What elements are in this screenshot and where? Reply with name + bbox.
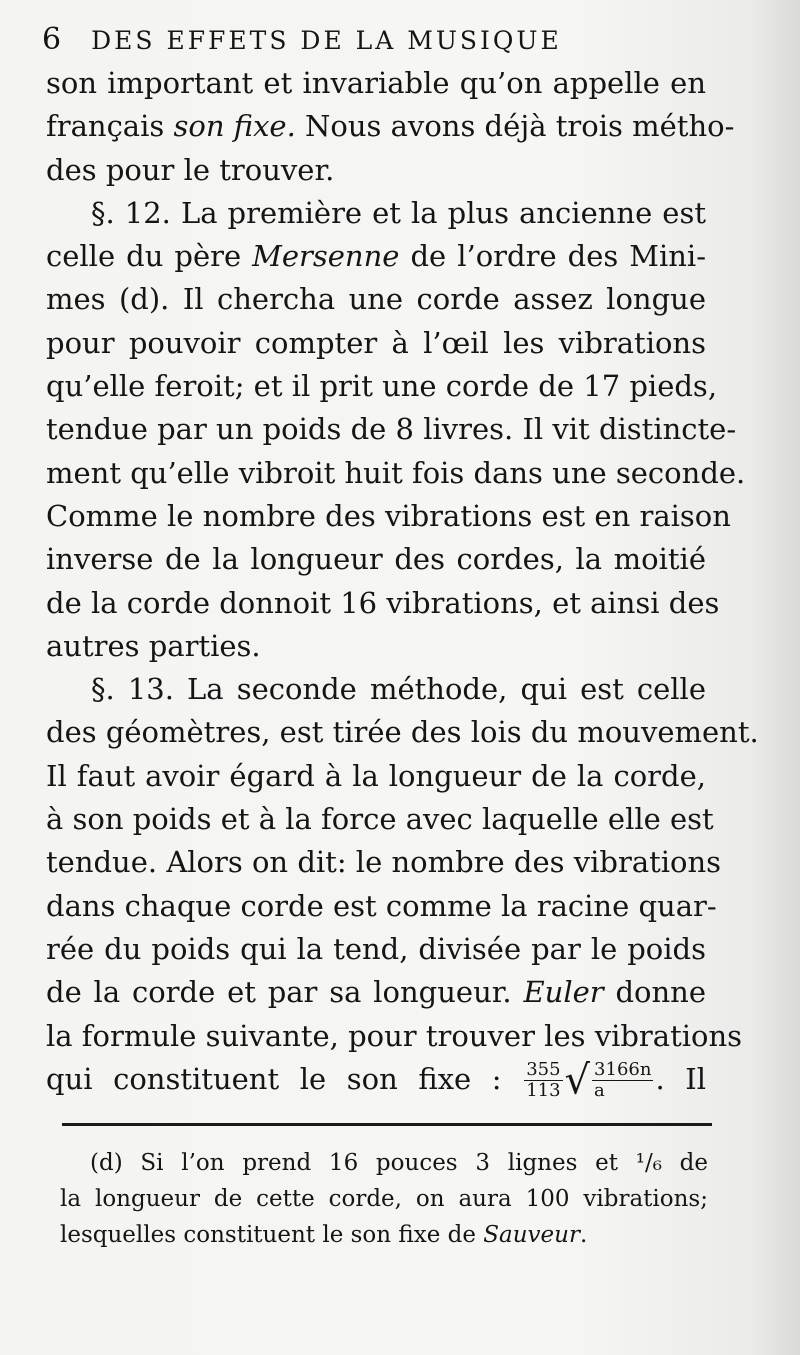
text-segment: celle du père xyxy=(46,239,253,274)
formula-line xyxy=(46,1057,706,1104)
text-line: Comme le nombre des vibrations est en raison xyxy=(46,498,731,533)
fraction-pi xyxy=(524,1060,562,1101)
text-line: autres parties. xyxy=(46,628,261,663)
italic-name: Mersenne xyxy=(252,239,400,274)
italic-name: Euler xyxy=(523,975,604,1010)
text-line: de la corde donnoit 16 vibrations, et ainsi des xyxy=(46,585,720,620)
fraction-numerator: 3166n xyxy=(594,1059,652,1081)
italic-term: son fixe. xyxy=(173,109,296,144)
text-line: des géomètres, est tirée des lois du mouvement. xyxy=(46,715,759,750)
text-segment: lesquelles constituent le son fixe de xyxy=(60,1222,484,1248)
text-segment: Nous avons déjà trois métho- xyxy=(295,109,735,144)
text-line: son important et invariable qu’on appelle en xyxy=(46,66,706,100)
body-text xyxy=(46,62,759,1104)
running-head xyxy=(42,22,742,57)
text-line: tendue. Alors on dit: le nombre des vibrations xyxy=(46,845,722,880)
text-line: à son poids et à la force avec laquelle elle est xyxy=(46,802,714,837)
text-line: qu’elle feroit; et il prit une corde de 17 pieds, xyxy=(46,369,718,404)
text-line: pour pouvoir compter à l’œil les vibrations xyxy=(46,325,706,360)
footnote-rule xyxy=(62,1123,712,1126)
section-13-heading-line: §. 13. La seconde méthode, qui est celle xyxy=(91,672,706,707)
footnote-line: (d) Si l’on prend 16 pouces 3 lignes et ¹/₆ de xyxy=(90,1150,708,1176)
text-line: ment qu’elle vibroit huit fois dans une seconde. xyxy=(46,455,746,490)
text-line: dans chaque corde est comme la racine quar- xyxy=(46,888,717,923)
text-line xyxy=(46,971,706,1014)
fraction-denominator: a xyxy=(594,1080,605,1102)
footnote-line xyxy=(60,1217,708,1253)
text-line: inverse de la longueur des cordes, la moitié xyxy=(46,542,706,577)
text-line: tendue par un poids de 8 livres. Il vit distincte- xyxy=(46,412,737,447)
text-segment: de la corde et par sa longueur. xyxy=(46,975,524,1010)
text-segment: . xyxy=(579,1222,588,1248)
italic-name: Sauveur xyxy=(483,1222,580,1248)
text-line: Il faut avoir égard à la longueur de la corde, xyxy=(46,758,706,793)
text-line xyxy=(46,105,735,148)
page-number: 6 xyxy=(42,22,62,57)
text-line: mes (d). Il chercha une corde assez longue xyxy=(46,282,706,317)
fraction-numerator: 355 xyxy=(526,1059,561,1081)
radical-sign: √ xyxy=(564,1057,591,1104)
running-title: DES EFFETS DE LA MUSIQUE xyxy=(91,26,562,55)
section-12-heading-line: §. 12. La première et la plus ancienne est xyxy=(91,195,706,230)
text-line xyxy=(46,235,706,278)
footnote-line: la longueur de cette corde, on aura 100 vibrations; xyxy=(60,1186,708,1212)
text-line: la formule suivante, pour trouver les vibrations xyxy=(46,1018,743,1053)
text-segment: qui constituent le son fixe : xyxy=(46,1061,502,1096)
text-segment: donne xyxy=(603,975,706,1010)
text-line: des pour le trouver. xyxy=(46,152,335,187)
fraction-radicand xyxy=(592,1060,653,1101)
text-segment: de l’ordre des Mini- xyxy=(399,239,706,274)
text-segment: . Il xyxy=(655,1061,706,1096)
footnote xyxy=(60,1145,708,1253)
text-line: rée du poids qui la tend, divisée par le poids xyxy=(46,931,706,966)
fraction-denominator: 113 xyxy=(526,1080,561,1102)
text-segment: français xyxy=(46,109,174,144)
